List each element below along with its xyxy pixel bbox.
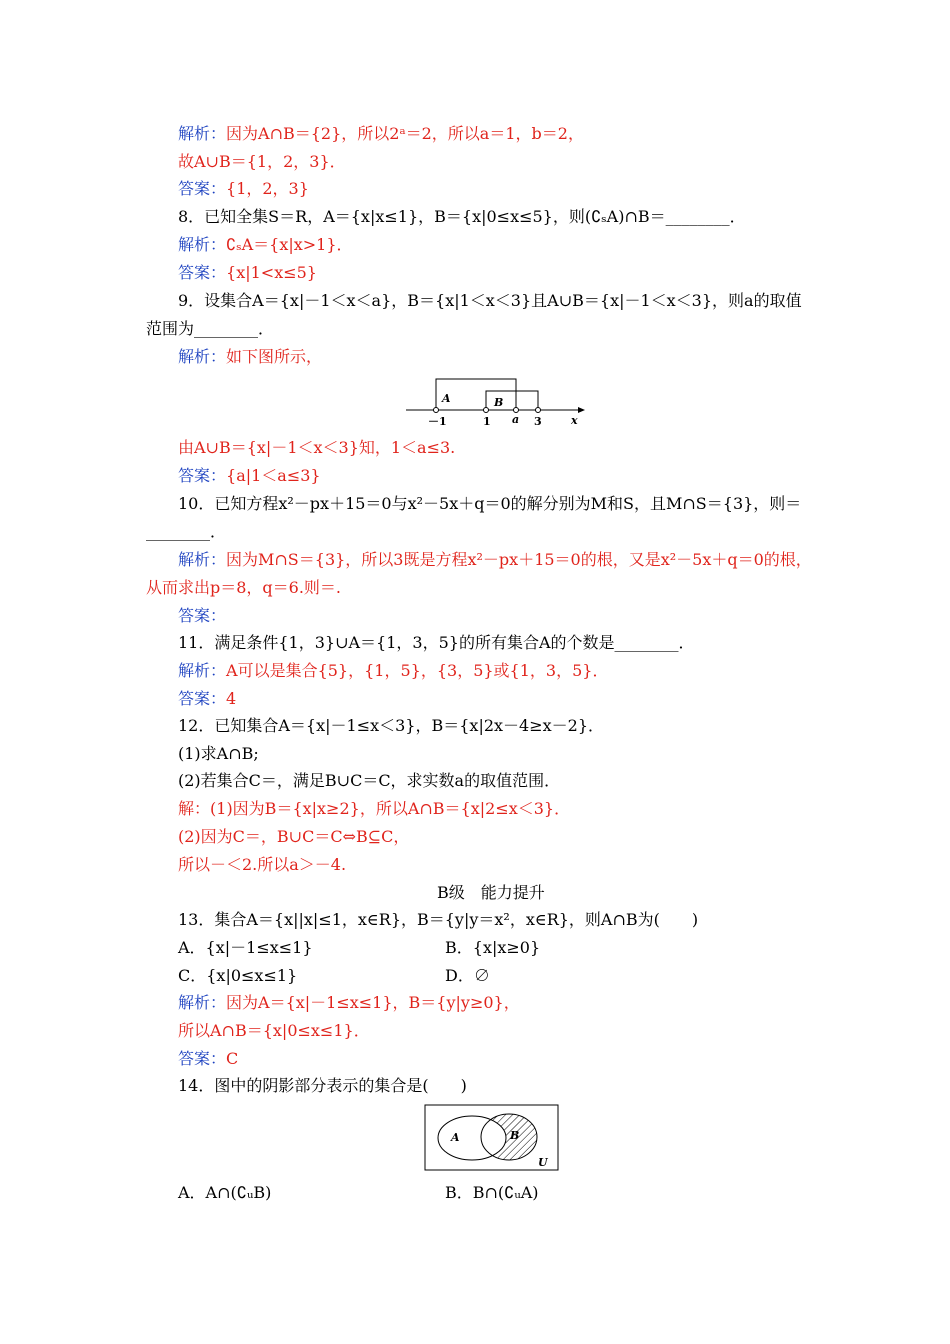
set-b-label: B — [494, 396, 504, 409]
answer-label: 答案： — [178, 263, 227, 282]
q7-analysis — [178, 124, 584, 144]
analysis-label: 解析： — [178, 347, 227, 366]
point-three — [536, 408, 541, 413]
analysis-text: 因为M∩S＝{3}，所以3既是方程x²－px＋15＝0的根，又是x²－5x＋q＝0的根， — [226, 550, 812, 569]
point-minus-one — [434, 408, 439, 413]
q7-analysis-cont: 故A∪B＝{1，2，3}． — [178, 152, 346, 171]
q10-analysis — [178, 550, 812, 570]
q12-question: 12．已知集合A＝{x|－1≤x＜3}，B＝{x|2x－4≥x－2}． — [178, 716, 605, 735]
answer-text: {x|1<x≤5} — [226, 263, 317, 282]
q10-analysis-cont: 从而求出p＝8，q＝6.则＝. — [146, 578, 342, 597]
analysis-label: 解析： — [178, 124, 227, 143]
analysis-text: 因为A∩B＝{2}，所以2ᵃ＝2，所以a＝1，b＝2， — [226, 124, 584, 143]
answer-text: C — [226, 1049, 239, 1068]
analysis-label: 解析： — [178, 235, 227, 254]
analysis-text: A可以是集合{5}，{1，5}，{3，5}或{1，3，5}． — [226, 661, 609, 680]
q13-option-b: B．{x|x≥0} — [445, 938, 541, 957]
q8-analysis — [178, 235, 353, 255]
q8-question: 8．已知全集S＝R，A＝{x|x≤1}，B＝{x|0≤x≤5}，则(∁ₛA)∩B＝________． — [178, 207, 746, 226]
q10-question: 10．已知方程x²－px＋15＝0与x²－5x＋q＝0的解分别为M和S，且M∩S＝{3}，则＝ — [178, 494, 802, 513]
axis-arrow — [578, 407, 585, 413]
section-heading: B级 能力提升 — [437, 883, 545, 902]
q12-part1: (1)求A∩B; — [178, 744, 259, 763]
tick-label: 1 — [483, 415, 491, 428]
q9-analysis-cont: 由A∪B＝{x|－1＜x＜3}知，1＜a≤3. — [178, 438, 456, 457]
analysis-label: 解析： — [178, 550, 227, 569]
q12-part2: (2)若集合C＝，满足B∪C＝C，求实数a的取值范围． — [178, 771, 561, 790]
analysis-text: 如下图所示， — [226, 347, 323, 366]
analysis-text: ∁ₛA＝{x|x>1}． — [226, 235, 353, 254]
answer-label: 答案： — [178, 606, 227, 625]
q9-analysis — [178, 347, 322, 367]
q13-option-d: D．∅ — [445, 966, 490, 985]
q9-answer — [178, 466, 321, 486]
axis-label: x — [571, 414, 578, 427]
venn-label-u: U — [538, 1156, 548, 1169]
tick-label: －1 — [428, 415, 447, 428]
q13-question: 13．集合A＝{x||x|≤1，x∈R}，B＝{y|y＝x²，x∈R}，则A∩B为( ) — [178, 910, 699, 929]
tick-label: a — [512, 413, 520, 426]
answer-text: 4 — [226, 689, 237, 708]
answer-text: {a|1＜a≤3} — [226, 466, 321, 485]
q9-question: 9．设集合A＝{x|－1＜x＜a}，B＝{x|1＜x＜3}且A∪B＝{x|－1＜x＜3}，则a的取值 — [178, 291, 802, 310]
q14-option-a: A．A∩(∁ᵤB) — [178, 1183, 272, 1202]
q14-option-b: B．B∩(∁ᵤA) — [445, 1183, 539, 1202]
q13-analysis-cont: 所以A∩B＝{x|0≤x≤1}． — [178, 1021, 370, 1040]
q9-question-cont: 范围为________． — [146, 319, 275, 338]
answer-label: 答案： — [178, 179, 227, 198]
analysis-label: 解析： — [178, 993, 227, 1012]
q13-analysis — [178, 993, 520, 1013]
q12-solution — [178, 799, 570, 819]
answer-label: 答案： — [178, 689, 227, 708]
q12-solution-end: 所以－＜2.所以a＞－4. — [178, 855, 347, 874]
q13-option-c: C．{x|0≤x≤1} — [178, 966, 298, 985]
analysis-label: 解析： — [178, 661, 227, 680]
q11-analysis — [178, 661, 608, 681]
q8-answer — [178, 263, 317, 283]
q13-answer — [178, 1049, 238, 1069]
tick-label: 3 — [534, 415, 542, 428]
q11-answer — [178, 689, 236, 709]
q10-question-cont: ________． — [146, 522, 227, 541]
point-a — [514, 408, 519, 413]
q7-answer — [178, 179, 309, 199]
analysis-text: 因为A＝{x|－1≤x≤1}，B＝{y|y≥0}， — [226, 993, 520, 1012]
number-line-figure — [402, 372, 592, 432]
q13-option-a: A．{x|－1≤x≤1} — [178, 938, 313, 957]
venn-label-b: B — [510, 1129, 520, 1142]
solution-text: (1)因为B＝{x|x≥2}，所以A∩B＝{x|2≤x＜3}． — [210, 799, 571, 818]
q12-solution-cont: (2)因为C＝，B∪C＝C⇔B⊆C， — [178, 827, 410, 846]
venn-label-a: A — [451, 1131, 460, 1144]
venn-diagram — [424, 1104, 560, 1172]
answer-label: 答案： — [178, 466, 227, 485]
solution-label: 解： — [178, 799, 211, 818]
answer-text: {1，2，3} — [226, 179, 309, 198]
set-a-label: A — [442, 392, 451, 405]
q11-question: 11．满足条件{1，3}∪A＝{1，3，5}的所有集合A的个数是________． — [178, 633, 695, 652]
point-one — [484, 408, 489, 413]
answer-label: 答案： — [178, 1049, 227, 1068]
q10-answer — [178, 606, 226, 626]
q14-question: 14．图中的阴影部分表示的集合是( ) — [178, 1076, 467, 1095]
